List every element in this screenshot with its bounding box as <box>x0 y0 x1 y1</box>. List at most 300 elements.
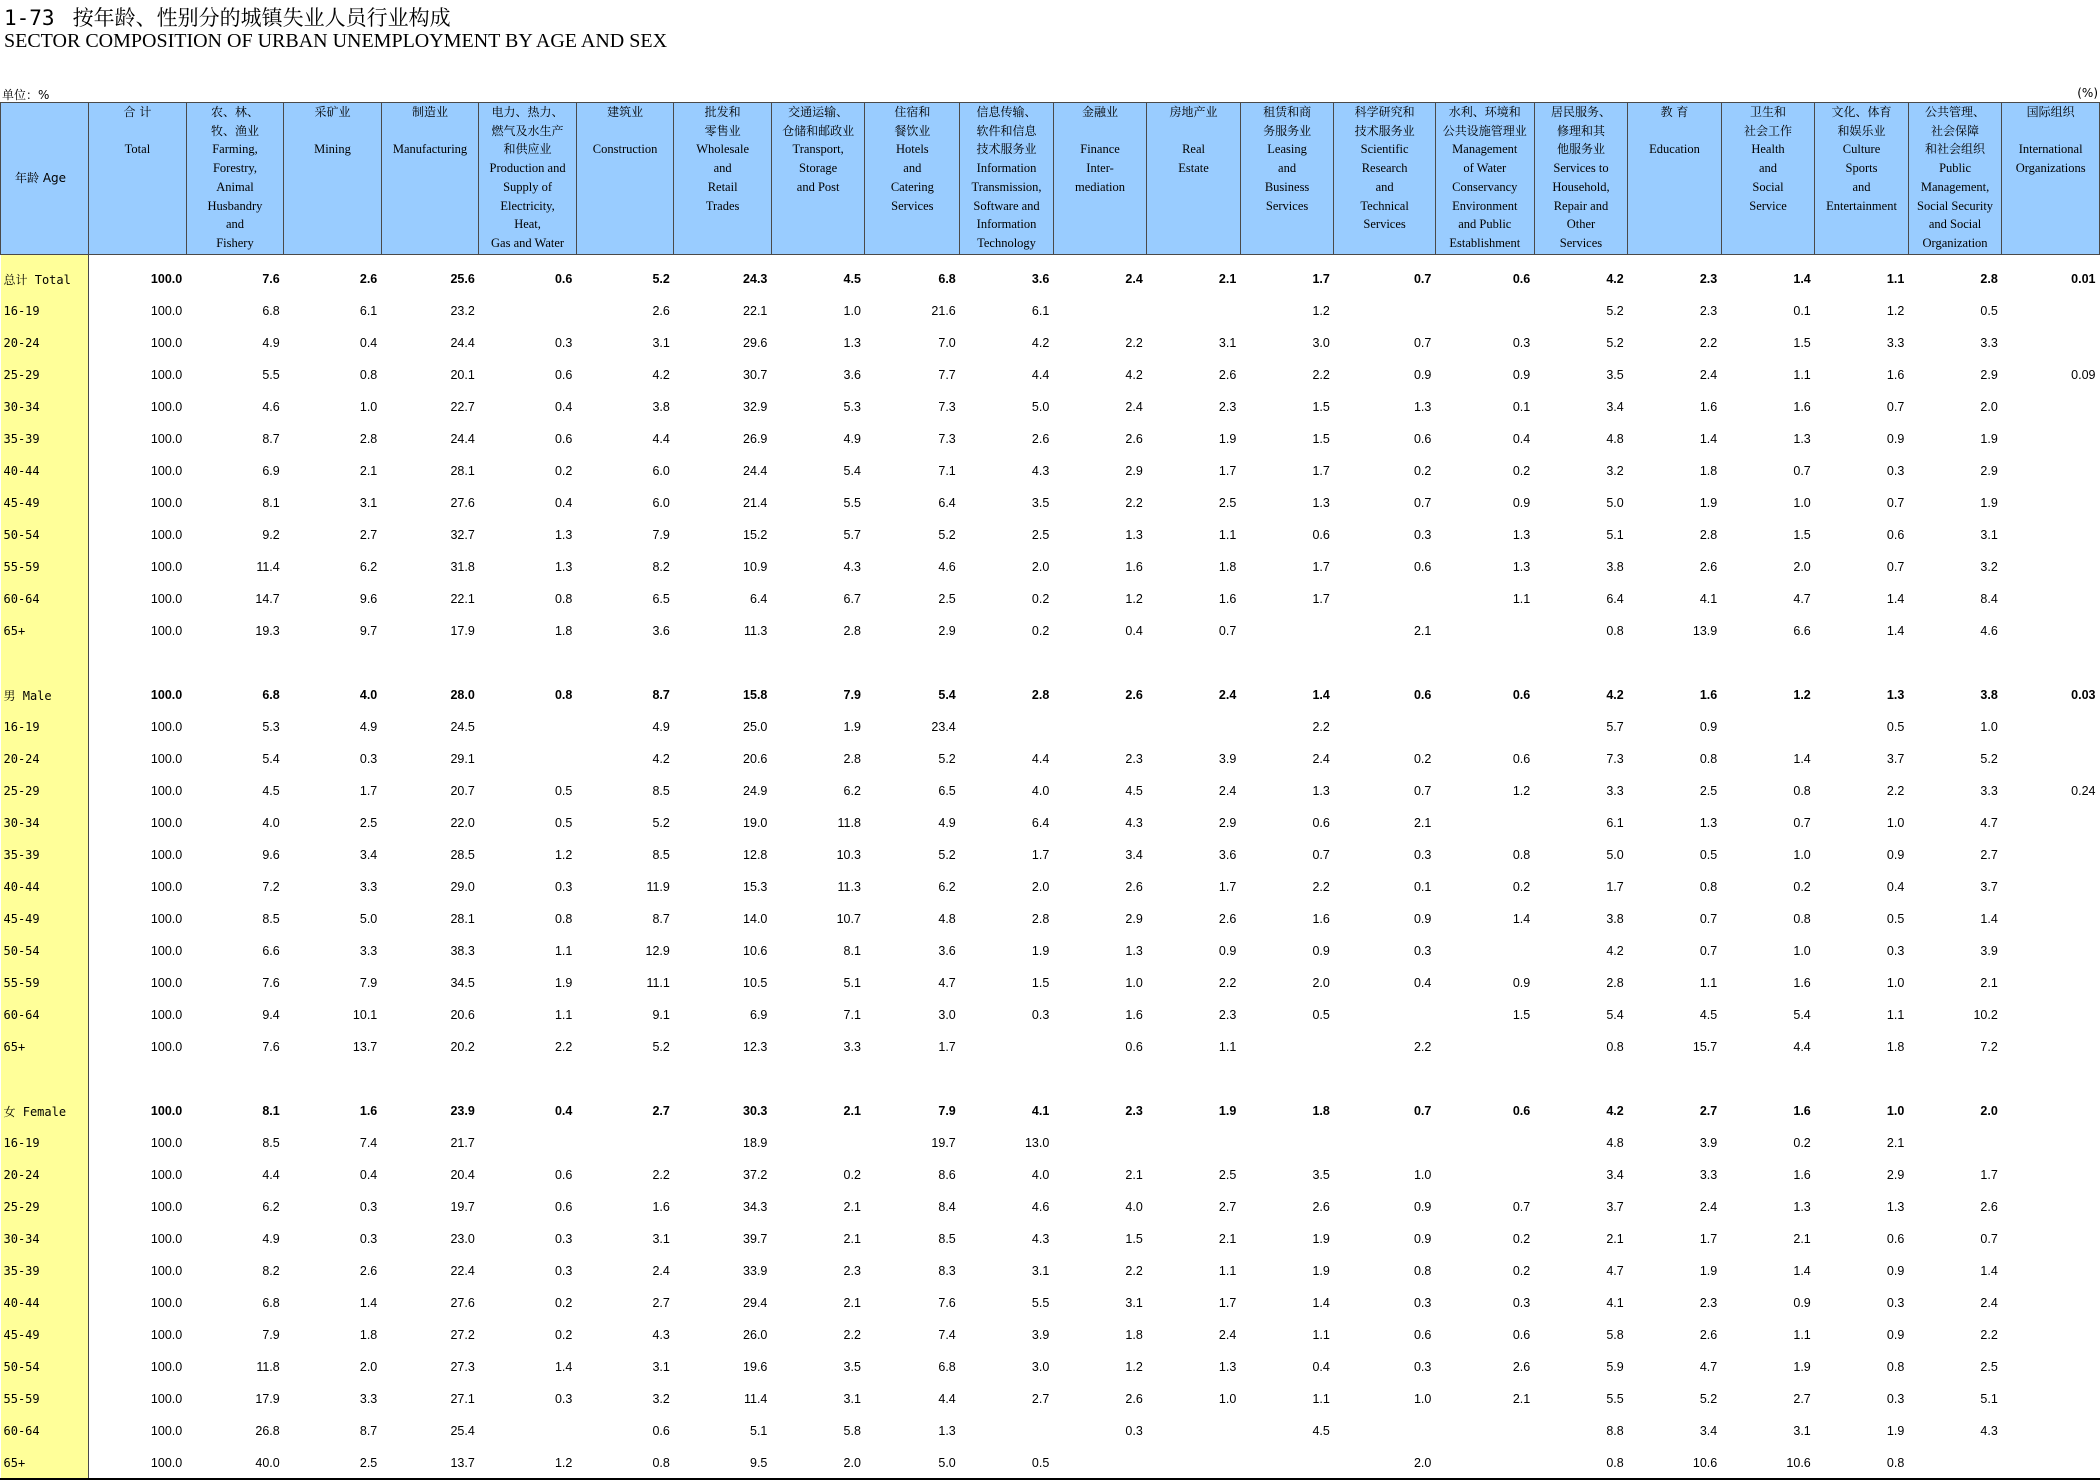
table-cell: 2.6 <box>1218 368 1237 382</box>
column-header-zh: 农、林、 <box>210 105 259 119</box>
table-row <box>1 935 2100 967</box>
table-cell: 1.3 <box>1218 1360 1237 1374</box>
table-cell: 0.3 <box>1886 464 1905 478</box>
column-header-zh: 合 计 <box>123 105 152 119</box>
table-cell: 1.5 <box>1125 1232 1143 1246</box>
table-cell: 3.1 <box>843 1392 861 1406</box>
table-cell: 15.2 <box>743 528 768 542</box>
table-cell <box>960 711 1054 743</box>
table-cell: 15.7 <box>1692 1040 1718 1054</box>
table-cell: 22.7 <box>450 400 475 414</box>
row-label: 50-54 <box>1 935 89 967</box>
column-header-en: Information <box>976 161 1037 176</box>
table-cell <box>1147 711 1241 743</box>
table-cell: 2.1 <box>843 1296 861 1310</box>
table-cell: 1.7 <box>1031 848 1050 862</box>
table-cell: 11.4 <box>256 560 280 574</box>
empty-cell <box>479 1063 577 1095</box>
empty-cell <box>771 1063 865 1095</box>
table-cell: 0.3 <box>1413 1360 1432 1374</box>
table-cell: 4.9 <box>843 432 861 446</box>
table-cell: 0.09 <box>2071 368 2096 382</box>
table-cell: 3.6 <box>1218 848 1237 862</box>
table-cell: 2.9 <box>1980 464 1998 478</box>
table-cell: 11.8 <box>837 816 861 830</box>
table-cell: 1.1 <box>1218 1040 1237 1054</box>
table-cell: 5.2 <box>938 752 956 766</box>
table-cell: 1.6 <box>1218 592 1237 606</box>
table-cell <box>479 743 577 775</box>
table-title-english: SECTOR COMPOSITION OF URBAN UNEMPLOYMENT BY AGE AND SEX <box>4 30 668 52</box>
table-cell: 1.5 <box>1793 336 1811 350</box>
row-label: 35-39 <box>1 1255 89 1287</box>
table-cell: 1.0 <box>1218 1392 1237 1406</box>
table-cell: 2.1 <box>843 1200 861 1214</box>
table-cell: 1.7 <box>1312 560 1330 574</box>
table-cell: 2.4 <box>1218 1328 1237 1342</box>
empty-cell <box>1534 647 1628 679</box>
table-number: 1-73 <box>4 6 55 30</box>
table-cell: 3.1 <box>1793 1424 1811 1438</box>
table-row <box>1 295 2100 327</box>
table-cell <box>2002 1447 2100 1479</box>
table-cell <box>1334 295 1436 327</box>
table-cell: 3.8 <box>1980 688 1998 702</box>
table-cell: 27.6 <box>450 1296 475 1310</box>
row-label-empty <box>1 647 89 679</box>
table-cell: 0.9 <box>1512 976 1531 990</box>
table-cell: 1.4 <box>1793 1264 1811 1278</box>
table-cell: 24.4 <box>450 432 475 446</box>
table-cell: 21.6 <box>931 304 956 318</box>
empty-cell <box>89 1063 187 1095</box>
table-cell: 2.8 <box>843 624 861 638</box>
column-header-en: mediation <box>1075 179 1126 194</box>
column-header-en: Education <box>1649 142 1700 157</box>
table-cell: 3.2 <box>1980 560 1998 574</box>
table-cell: 17.9 <box>450 624 475 638</box>
row-label: 女 Female <box>1 1095 89 1127</box>
table-cell: 3.4 <box>1606 400 1624 414</box>
column-header-en: Catering <box>890 179 934 194</box>
table-cell: 7.2 <box>1980 1040 1998 1054</box>
table-cell: 1.5 <box>1793 528 1811 542</box>
table-cell: 23.0 <box>450 1232 475 1246</box>
table-cell: 1.5 <box>1312 432 1330 446</box>
empty-cell <box>1815 647 1909 679</box>
table-cell: 3.0 <box>1312 336 1330 350</box>
table-cell: 3.1 <box>652 336 670 350</box>
table-cell <box>1435 615 1534 647</box>
empty-cell <box>1908 647 2002 679</box>
table-cell: 0.1 <box>1793 304 1811 318</box>
table-cell: 4.3 <box>1031 1232 1050 1246</box>
empty-cell <box>2002 1063 2100 1095</box>
table-cell: 1.0 <box>843 304 861 318</box>
table-cell: 1.9 <box>1699 1264 1718 1278</box>
column-header-en: Husbandry <box>207 198 263 213</box>
table-cell: 6.2 <box>262 1200 280 1214</box>
column-header <box>2002 103 2100 255</box>
table-cell: 4.0 <box>359 688 378 702</box>
table-cell: 1.4 <box>1699 432 1718 446</box>
table-cell: 0.3 <box>1886 944 1905 958</box>
column-header-zh: 制造业 <box>412 105 449 119</box>
table-cell: 2.8 <box>1606 976 1624 990</box>
table-cell: 2.0 <box>1793 560 1811 574</box>
table-cell <box>1435 295 1534 327</box>
table-cell: 2.3 <box>1699 272 1718 286</box>
table-row <box>1 743 2100 775</box>
table-cell <box>1147 1447 1241 1479</box>
column-header-en: Conservancy <box>1452 179 1518 194</box>
table-cell: 4.2 <box>1125 368 1143 382</box>
table-cell <box>1147 1415 1241 1447</box>
table-cell: 2.9 <box>1125 912 1143 926</box>
table-cell <box>2002 871 2100 903</box>
table-cell: 1.0 <box>1413 1392 1432 1406</box>
table-cell: 1.7 <box>1218 1296 1237 1310</box>
table-cell: 4.7 <box>1606 1264 1624 1278</box>
table-cell <box>1435 1159 1534 1191</box>
table-row <box>1 1287 2100 1319</box>
table-cell: 20.7 <box>450 784 475 798</box>
table-row <box>1 423 2100 455</box>
table-cell: 5.2 <box>938 528 956 542</box>
empty-cell <box>865 1063 960 1095</box>
table-cell: 0.3 <box>554 1264 573 1278</box>
table-cell: 100.0 <box>150 1360 183 1374</box>
table-cell: 0.8 <box>1413 1264 1432 1278</box>
table-cell: 100.0 <box>150 688 183 702</box>
column-header-en: Inter- <box>1086 161 1114 176</box>
table-cell: 8.7 <box>262 432 280 446</box>
table-cell <box>960 1031 1054 1063</box>
table-cell: 6.8 <box>262 688 280 702</box>
column-header <box>1908 103 2002 255</box>
table-cell: 0.6 <box>1886 1232 1905 1246</box>
header-spacer <box>1054 122 1147 141</box>
table-cell: 0.5 <box>1886 912 1905 926</box>
table-cell: 0.8 <box>1886 1360 1905 1374</box>
row-label: 16-19 <box>1 711 89 743</box>
table-cell: 1.6 <box>1125 560 1143 574</box>
bottom-border <box>0 1478 2100 1480</box>
table-cell: 2.4 <box>1699 1200 1718 1214</box>
table-cell: 2.6 <box>1512 1360 1531 1374</box>
table-cell: 5.0 <box>1606 496 1624 510</box>
table-cell: 20.6 <box>450 1008 475 1022</box>
table-cell: 1.7 <box>359 784 378 798</box>
table-cell: 0.6 <box>1512 752 1531 766</box>
column-header-en: Business <box>1264 179 1310 194</box>
table-cell: 2.3 <box>1125 752 1143 766</box>
table-cell: 100.0 <box>150 784 183 798</box>
table-cell: 100.0 <box>150 1264 183 1278</box>
table-cell: 0.5 <box>1699 848 1718 862</box>
table-cell: 8.1 <box>262 496 280 510</box>
column-header-en: Organization <box>1922 235 1988 250</box>
table-cell: 0.7 <box>1413 336 1432 350</box>
table-cell: 8.4 <box>938 1200 956 1214</box>
table-cell: 0.9 <box>1413 1232 1432 1246</box>
table-cell: 6.9 <box>262 464 280 478</box>
table-row <box>1 967 2100 999</box>
empty-cell <box>89 647 187 679</box>
table-cell: 13.9 <box>1692 624 1718 638</box>
empty-cell <box>1534 1063 1628 1095</box>
row-label: 20-24 <box>1 743 89 775</box>
column-header-zh: 住宿和 <box>894 105 931 119</box>
table-cell: 0.6 <box>554 432 573 446</box>
table-cell: 1.9 <box>1218 432 1237 446</box>
table-cell: 1.4 <box>554 1360 573 1374</box>
table-cell: 0.6 <box>554 1200 573 1214</box>
table-cell: 1.6 <box>359 1104 378 1118</box>
table-cell: 6.9 <box>750 1008 768 1022</box>
table-cell: 3.4 <box>1125 848 1143 862</box>
table-cell <box>2002 903 2100 935</box>
table-cell: 7.6 <box>262 976 280 990</box>
table-cell: 0.9 <box>1413 368 1432 382</box>
table-cell: 1.5 <box>1312 400 1330 414</box>
column-header-zh: 零售业 <box>704 123 741 138</box>
table-cell: 10.1 <box>352 1008 378 1022</box>
column-header <box>1334 103 1436 255</box>
table-cell: 0.3 <box>554 1232 573 1246</box>
table-cell: 1.3 <box>1886 688 1905 702</box>
table-cell: 0.1 <box>1413 880 1432 894</box>
table-cell: 4.6 <box>262 400 280 414</box>
table-cell: 2.1 <box>1980 976 1998 990</box>
table-cell: 5.2 <box>938 848 956 862</box>
table-cell <box>1334 711 1436 743</box>
table-cell: 2.7 <box>1031 1392 1050 1406</box>
row-label: 55-59 <box>1 1383 89 1415</box>
empty-cell <box>1435 647 1534 679</box>
column-header-en: Fishery <box>216 235 254 250</box>
table-cell: 7.7 <box>938 368 956 382</box>
table-cell <box>2002 967 2100 999</box>
table-cell: 1.1 <box>1793 368 1811 382</box>
table-cell: 28.1 <box>450 912 475 926</box>
table-cell: 0.1 <box>1512 400 1531 414</box>
table-cell: 2.2 <box>1125 1264 1143 1278</box>
table-cell: 5.3 <box>262 720 280 734</box>
table-cell: 7.6 <box>938 1296 956 1310</box>
table-cell: 2.0 <box>843 1456 861 1470</box>
table-cell: 6.1 <box>359 304 378 318</box>
table-cell: 19.0 <box>743 816 768 830</box>
empty-cell <box>1147 1063 1241 1095</box>
table-cell: 22.1 <box>450 592 475 606</box>
table-cell: 25.0 <box>743 720 768 734</box>
table-cell: 1.3 <box>843 336 861 350</box>
table-cell <box>1435 1031 1534 1063</box>
table-cell: 0.3 <box>554 880 573 894</box>
table-cell: 2.3 <box>1218 1008 1237 1022</box>
table-cell: 3.3 <box>359 880 378 894</box>
table-cell <box>1147 1127 1241 1159</box>
table-row <box>1 1351 2100 1383</box>
group-total-row <box>1 255 2100 296</box>
table-cell: 8.5 <box>652 848 670 862</box>
table-cell: 0.9 <box>1886 848 1905 862</box>
table-cell: 0.7 <box>1886 496 1905 510</box>
table-cell: 1.8 <box>1886 1040 1905 1054</box>
table-cell <box>2002 487 2100 519</box>
table-cell: 0.6 <box>1886 528 1905 542</box>
table-cell: 2.5 <box>359 816 378 830</box>
table-cell: 2.4 <box>1312 752 1330 766</box>
table-cell: 100.0 <box>150 560 183 574</box>
table-cell: 28.0 <box>450 688 475 702</box>
empty-cell <box>2002 647 2100 679</box>
table-cell: 3.7 <box>1606 1200 1624 1214</box>
table-cell: 1.3 <box>554 528 573 542</box>
row-label: 35-39 <box>1 839 89 871</box>
table-cell <box>2002 583 2100 615</box>
table-cell: 9.7 <box>359 624 378 638</box>
table-cell: 0.9 <box>1793 1296 1811 1310</box>
table-cell: 0.7 <box>1886 400 1905 414</box>
table-cell: 0.2 <box>1793 1136 1811 1150</box>
table-cell: 2.4 <box>1699 368 1718 382</box>
table-cell: 3.6 <box>1031 272 1050 286</box>
empty-cell <box>1908 1063 2002 1095</box>
row-label: 25-29 <box>1 1191 89 1223</box>
table-cell: 5.2 <box>652 272 670 286</box>
table-cell: 32.9 <box>743 400 768 414</box>
table-cell: 3.1 <box>652 1232 670 1246</box>
table-cell: 2.4 <box>1125 272 1143 286</box>
table-cell: 3.4 <box>359 848 378 862</box>
row-label: 55-59 <box>1 967 89 999</box>
table-cell: 0.9 <box>1512 368 1531 382</box>
empty-cell <box>1240 1063 1334 1095</box>
table-cell: 2.6 <box>1218 912 1237 926</box>
table-cell: 6.6 <box>1793 624 1811 638</box>
table-cell: 100.0 <box>150 816 183 830</box>
row-label: 男 Male <box>1 679 89 711</box>
table-row <box>1 1191 2100 1223</box>
empty-cell <box>381 1063 479 1095</box>
column-header <box>960 103 1054 255</box>
table-cell: 19.7 <box>450 1200 475 1214</box>
table-cell: 0.6 <box>1125 1040 1143 1054</box>
column-header-zh: 牧、渔业 <box>210 123 259 138</box>
table-cell: 2.1 <box>1413 624 1432 638</box>
table-cell: 2.7 <box>359 528 378 542</box>
table-cell: 0.3 <box>1512 1296 1531 1310</box>
table-cell: 4.2 <box>1606 944 1624 958</box>
table-cell: 100.0 <box>150 624 183 638</box>
table-cell: 2.1 <box>359 464 378 478</box>
table-cell: 4.9 <box>262 336 280 350</box>
table-cell: 7.1 <box>843 1008 861 1022</box>
table-cell: 100.0 <box>150 720 183 734</box>
table-cell: 4.2 <box>1606 688 1624 702</box>
table-cell: 100.0 <box>150 1104 183 1118</box>
column-header-en: Public <box>1939 161 1972 176</box>
table-cell: 4.4 <box>1031 368 1050 382</box>
table-cell <box>2002 935 2100 967</box>
table-cell: 5.1 <box>843 976 861 990</box>
column-header-en: Estate <box>1178 161 1209 176</box>
table-cell: 1.8 <box>1218 560 1237 574</box>
table-cell: 1.9 <box>1312 1264 1330 1278</box>
table-cell: 6.2 <box>359 560 378 574</box>
table-cell: 15.3 <box>743 880 768 894</box>
table-cell: 0.5 <box>1312 1008 1330 1022</box>
column-header-zh: 和娱乐业 <box>1837 123 1886 138</box>
table-cell <box>1435 1127 1534 1159</box>
column-header-en: and <box>903 161 922 176</box>
table-cell <box>1435 1447 1534 1479</box>
empty-cell <box>186 1063 284 1095</box>
row-label: 30-34 <box>1 391 89 423</box>
column-header-en: Organizations <box>2015 161 2086 176</box>
table-cell: 5.8 <box>843 1424 861 1438</box>
table-cell: 7.0 <box>938 336 956 350</box>
table-cell: 1.7 <box>1312 272 1330 286</box>
column-header-en: Services <box>1265 198 1309 213</box>
row-label-empty <box>1 1063 89 1095</box>
table-cell: 1.1 <box>1218 528 1237 542</box>
table-cell: 100.0 <box>150 1008 183 1022</box>
table-cell: 10.2 <box>1973 1008 1998 1022</box>
table-cell: 5.4 <box>1793 1008 1811 1022</box>
table-cell: 3.1 <box>359 496 378 510</box>
table-cell: 4.0 <box>1125 1200 1143 1214</box>
table-cell: 5.5 <box>1606 1392 1624 1406</box>
column-header-zh: 务服务业 <box>1263 123 1312 138</box>
column-header-en: Farming, <box>212 142 258 157</box>
table-cell: 2.5 <box>938 592 956 606</box>
table-row <box>1 455 2100 487</box>
table-cell: 2.6 <box>1125 880 1143 894</box>
column-header <box>284 103 382 255</box>
table-cell: 2.1 <box>1606 1232 1624 1246</box>
column-header-zh: 租赁和商 <box>1263 105 1312 119</box>
column-header-en: Production and <box>489 161 566 176</box>
table-cell: 10.9 <box>743 560 768 574</box>
table-cell: 3.4 <box>1606 1168 1624 1182</box>
table-cell <box>1053 295 1147 327</box>
table-cell: 2.1 <box>1413 816 1432 830</box>
table-cell: 2.5 <box>1980 1360 1998 1374</box>
table-cell: 1.8 <box>554 624 573 638</box>
table-cell: 11.1 <box>646 976 670 990</box>
table-cell: 4.3 <box>1031 464 1050 478</box>
table-cell: 1.4 <box>1886 624 1905 638</box>
column-header-en: and Social <box>1928 217 1982 232</box>
table-cell: 0.4 <box>1125 624 1143 638</box>
table-cell: 1.3 <box>1886 1200 1905 1214</box>
table-cell: 38.3 <box>450 944 475 958</box>
row-label: 20-24 <box>1 1159 89 1191</box>
table-header <box>1 103 2100 255</box>
table-cell: 7.9 <box>843 688 861 702</box>
empty-cell <box>479 647 577 679</box>
table-cell: 28.1 <box>450 464 475 478</box>
table-cell: 3.6 <box>843 368 861 382</box>
table-cell: 0.8 <box>1606 624 1624 638</box>
table-cell: 0.9 <box>1512 496 1531 510</box>
table-cell: 1.3 <box>554 560 573 574</box>
empty-cell <box>674 647 772 679</box>
table-cell: 4.1 <box>1699 592 1718 606</box>
